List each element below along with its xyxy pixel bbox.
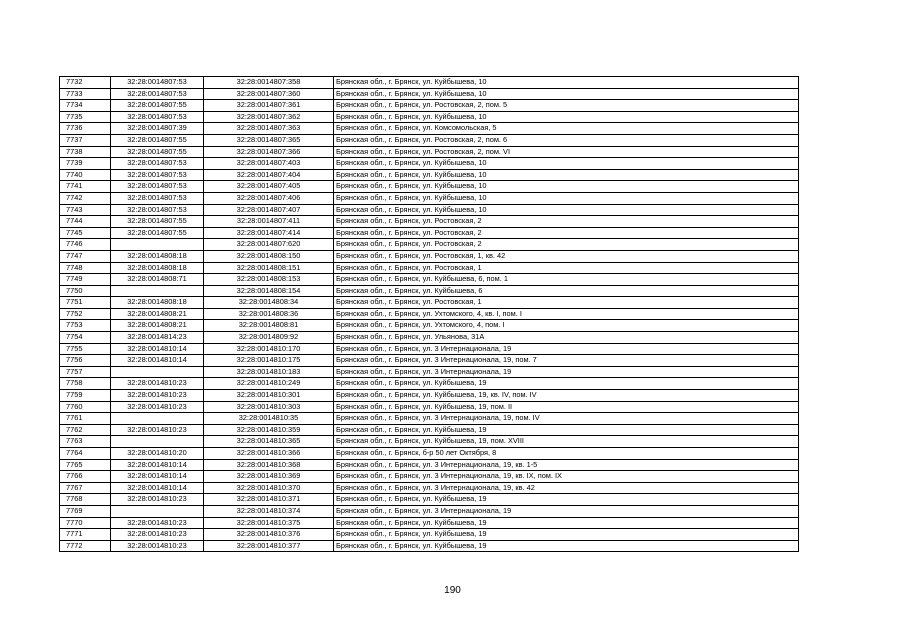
parcel-number-cell: 32:28:0014808:18 [111, 297, 204, 309]
address-cell: Брянская обл., г. Брянск, ул. 3 Интернационала, 19 [334, 505, 799, 517]
address-cell: Брянская обл., г. Брянск, ул. Куйбышева, 19 [334, 424, 799, 436]
address-cell: Брянская обл., г. Брянск, ул. Ростовская, 2, пом. 5 [334, 100, 799, 112]
address-cell: Брянская обл., г. Брянск, ул. 3 Интернационала, 19, кв. IX, пом. IX [334, 471, 799, 483]
object-number-cell: 32:28:0014810:377 [204, 540, 334, 552]
parcel-number-cell: 32:28:0014810:23 [111, 494, 204, 506]
parcel-number-cell: 32:28:0014808:71 [111, 274, 204, 286]
row-number-cell: 7750 [60, 285, 111, 297]
object-number-cell: 32:28:0014807:366 [204, 146, 334, 158]
table-row [60, 482, 799, 494]
address-cell: Брянская обл., г. Брянск, ул. Ростовская, 1 [334, 297, 799, 309]
parcel-number-cell: 32:28:0014810:23 [111, 424, 204, 436]
address-cell: Брянская обл., г. Брянск, ул. 3 Интернационала, 19, пом. 7 [334, 355, 799, 367]
table-row [60, 355, 799, 367]
row-number-cell: 7763 [60, 436, 111, 448]
address-cell: Брянская обл., г. Брянск, ул. 3 Интернационала, 19, кв. 1-5 [334, 459, 799, 471]
row-number-cell: 7766 [60, 471, 111, 483]
parcel-number-cell: 32:28:0014807:53 [111, 181, 204, 193]
row-number-cell: 7741 [60, 181, 111, 193]
parcel-number-cell: 32:28:0014810:23 [111, 401, 204, 413]
table-row [60, 285, 799, 297]
address-cell: Брянская обл., г. Брянск, ул. Куйбышева, 10 [334, 169, 799, 181]
address-cell: Брянская обл., г. Брянск, ул. Куйбышева, 19, пом. II [334, 401, 799, 413]
parcel-number-cell: 32:28:0014808:18 [111, 262, 204, 274]
object-number-cell: 32:28:0014808:151 [204, 262, 334, 274]
table-row [60, 332, 799, 344]
parcel-number-cell: 32:28:0014810:14 [111, 343, 204, 355]
row-number-cell: 7745 [60, 227, 111, 239]
row-number-cell: 7761 [60, 413, 111, 425]
object-number-cell: 32:28:0014807:360 [204, 88, 334, 100]
parcel-number-cell: 32:28:0014807:55 [111, 227, 204, 239]
address-cell: Брянская обл., г. Брянск, ул. Ростовская, 1, кв. 42 [334, 250, 799, 262]
object-number-cell: 32:28:0014808:81 [204, 320, 334, 332]
parcel-number-cell: 32:28:0014810:23 [111, 378, 204, 390]
address-cell: Брянская обл., г. Брянск, ул. Куйбышева, 19 [334, 517, 799, 529]
row-number-cell: 7742 [60, 192, 111, 204]
object-number-cell: 32:28:0014810:374 [204, 505, 334, 517]
row-number-cell: 7732 [60, 77, 111, 89]
table-row [60, 320, 799, 332]
row-number-cell: 7769 [60, 505, 111, 517]
object-number-cell: 32:28:0014810:376 [204, 529, 334, 541]
page-number: 190 [444, 585, 461, 596]
parcel-number-cell: 32:28:0014807:53 [111, 169, 204, 181]
row-number-cell: 7753 [60, 320, 111, 332]
row-number-cell: 7771 [60, 529, 111, 541]
object-number-cell: 32:28:0014810:303 [204, 401, 334, 413]
row-number-cell: 7748 [60, 262, 111, 274]
address-cell: Брянская обл., г. Брянск, ул. Куйбышева, 6, пом. 1 [334, 274, 799, 286]
address-cell: Брянская обл., г. Брянск, ул. Комсомольская, 5 [334, 123, 799, 135]
row-number-cell: 7752 [60, 308, 111, 320]
row-number-cell: 7756 [60, 355, 111, 367]
table-row [60, 448, 799, 460]
address-cell: Брянская обл., г. Брянск, ул. Куйбышева, 6 [334, 285, 799, 297]
parcel-number-cell [111, 413, 204, 425]
object-number-cell: 32:28:0014810:370 [204, 482, 334, 494]
address-cell: Брянская обл., г. Брянск, ул. 3 Интернационала, 19 [334, 366, 799, 378]
address-cell: Брянская обл., г. Брянск, ул. Куйбышева, 19, пом. XVIII [334, 436, 799, 448]
table-row [60, 401, 799, 413]
row-number-cell: 7760 [60, 401, 111, 413]
parcel-number-cell: 32:28:0014810:23 [111, 517, 204, 529]
parcel-number-cell [111, 239, 204, 251]
row-number-cell: 7744 [60, 216, 111, 228]
object-number-cell: 32:28:0014810:375 [204, 517, 334, 529]
object-number-cell: 32:28:0014807:361 [204, 100, 334, 112]
object-number-cell: 32:28:0014810:301 [204, 390, 334, 402]
table-row [60, 158, 799, 170]
object-number-cell: 32:28:0014808:153 [204, 274, 334, 286]
row-number-cell: 7739 [60, 158, 111, 170]
address-cell: Брянская обл., г. Брянск, ул. Куйбышева, 10 [334, 88, 799, 100]
address-cell: Брянская обл., г. Брянск, ул. Куйбышева, 19, кв. IV, пом. IV [334, 390, 799, 402]
table-row [60, 204, 799, 216]
row-number-cell: 7737 [60, 134, 111, 146]
row-number-cell: 7734 [60, 100, 111, 112]
object-number-cell: 32:28:0014810:183 [204, 366, 334, 378]
row-number-cell: 7758 [60, 378, 111, 390]
row-number-cell: 7764 [60, 448, 111, 460]
table-row [60, 216, 799, 228]
row-number-cell: 7757 [60, 366, 111, 378]
parcel-number-cell: 32:28:0014807:53 [111, 77, 204, 89]
row-number-cell: 7736 [60, 123, 111, 135]
table-row [60, 529, 799, 541]
table-row [60, 471, 799, 483]
parcel-number-cell: 32:28:0014810:23 [111, 540, 204, 552]
object-number-cell: 32:28:0014807:358 [204, 77, 334, 89]
address-cell: Брянская обл., г. Брянск, ул. Куйбышева, 19 [334, 529, 799, 541]
table-row [60, 192, 799, 204]
table-row [60, 297, 799, 309]
address-cell: Брянская обл., г. Брянск, ул. Куйбышева, 10 [334, 181, 799, 193]
parcel-number-cell: 32:28:0014810:23 [111, 529, 204, 541]
address-cell: Брянская обл., г. Брянск, ул. Куйбышева, 19 [334, 378, 799, 390]
parcel-number-cell: 32:28:0014810:20 [111, 448, 204, 460]
address-cell: Брянская обл., г. Брянск, ул. Куйбышева, 19 [334, 540, 799, 552]
cadastral-table-body [60, 77, 799, 552]
table-row [60, 181, 799, 193]
table-row [60, 494, 799, 506]
parcel-number-cell: 32:28:0014807:53 [111, 111, 204, 123]
object-number-cell: 32:28:0014809:92 [204, 332, 334, 344]
object-number-cell: 32:28:0014807:404 [204, 169, 334, 181]
address-cell: Брянская обл., г. Брянск, ул. Куйбышева, 10 [334, 111, 799, 123]
row-number-cell: 7755 [60, 343, 111, 355]
object-number-cell: 32:28:0014810:365 [204, 436, 334, 448]
cadastral-table [59, 76, 799, 552]
object-number-cell: 32:28:0014810:249 [204, 378, 334, 390]
object-number-cell: 32:28:0014810:35 [204, 413, 334, 425]
address-cell: Брянская обл., г. Брянск, ул. 3 Интернационала, 19, пом. IV [334, 413, 799, 425]
address-cell: Брянская обл., г. Брянск, ул. Куйбышева, 10 [334, 204, 799, 216]
table-row [60, 424, 799, 436]
object-number-cell: 32:28:0014807:362 [204, 111, 334, 123]
table-row [60, 169, 799, 181]
address-cell: Брянская обл., г. Брянск, ул. 3 Интернационала, 19 [334, 343, 799, 355]
table-row [60, 123, 799, 135]
address-cell: Брянская обл., г. Брянск, ул. Ростовская, 2 [334, 216, 799, 228]
object-number-cell: 32:28:0014808:150 [204, 250, 334, 262]
address-cell: Брянская обл., г. Брянск, ул. Куйбышева, 10 [334, 77, 799, 89]
address-cell: Брянская обл., г. Брянск, ул. Куйбышева, 19 [334, 494, 799, 506]
row-number-cell: 7751 [60, 297, 111, 309]
row-number-cell: 7738 [60, 146, 111, 158]
parcel-number-cell: 32:28:0014807:55 [111, 134, 204, 146]
address-cell: Брянская обл., г. Брянск, ул. Куйбышева, 10 [334, 192, 799, 204]
parcel-number-cell [111, 505, 204, 517]
object-number-cell: 32:28:0014807:365 [204, 134, 334, 146]
table-row [60, 227, 799, 239]
table-row [60, 146, 799, 158]
table-row [60, 413, 799, 425]
object-number-cell: 32:28:0014807:407 [204, 204, 334, 216]
object-number-cell: 32:28:0014807:406 [204, 192, 334, 204]
object-number-cell: 32:28:0014808:36 [204, 308, 334, 320]
object-number-cell: 32:28:0014808:154 [204, 285, 334, 297]
row-number-cell: 7772 [60, 540, 111, 552]
table-row [60, 262, 799, 274]
row-number-cell: 7762 [60, 424, 111, 436]
object-number-cell: 32:28:0014810:366 [204, 448, 334, 460]
parcel-number-cell: 32:28:0014807:55 [111, 146, 204, 158]
row-number-cell: 7747 [60, 250, 111, 262]
row-number-cell: 7733 [60, 88, 111, 100]
table-row [60, 517, 799, 529]
parcel-number-cell: 32:28:0014810:23 [111, 390, 204, 402]
address-cell: Брянская обл., г. Брянск, ул. Ростовская, 1 [334, 262, 799, 274]
object-number-cell: 32:28:0014807:411 [204, 216, 334, 228]
table-row [60, 378, 799, 390]
table-row [60, 250, 799, 262]
object-number-cell: 32:28:0014807:405 [204, 181, 334, 193]
object-number-cell: 32:28:0014810:368 [204, 459, 334, 471]
table-row [60, 111, 799, 123]
object-number-cell: 32:28:0014807:363 [204, 123, 334, 135]
table-row [60, 390, 799, 402]
row-number-cell: 7770 [60, 517, 111, 529]
row-number-cell: 7767 [60, 482, 111, 494]
row-number-cell: 7759 [60, 390, 111, 402]
address-cell: Брянская обл., г. Брянск, ул. 3 Интернационала, 19, кв. 42 [334, 482, 799, 494]
table-row [60, 88, 799, 100]
object-number-cell: 32:28:0014807:414 [204, 227, 334, 239]
table-row [60, 239, 799, 251]
row-number-cell: 7746 [60, 239, 111, 251]
address-cell: Брянская обл., г. Брянск, ул. Ульянова, 31А [334, 332, 799, 344]
table-row [60, 366, 799, 378]
parcel-number-cell: 32:28:0014807:55 [111, 216, 204, 228]
address-cell: Брянская обл., г. Брянск, б-р 50 лет Октября, 8 [334, 448, 799, 460]
object-number-cell: 32:28:0014810:359 [204, 424, 334, 436]
parcel-number-cell: 32:28:0014807:53 [111, 192, 204, 204]
row-number-cell: 7765 [60, 459, 111, 471]
parcel-number-cell: 32:28:0014808:21 [111, 320, 204, 332]
parcel-number-cell [111, 366, 204, 378]
address-cell: Брянская обл., г. Брянск, ул. Ростовская, 2 [334, 239, 799, 251]
parcel-number-cell [111, 285, 204, 297]
address-cell: Брянская обл., г. Брянск, ул. Куйбышева, 10 [334, 158, 799, 170]
parcel-number-cell: 32:28:0014810:14 [111, 355, 204, 367]
row-number-cell: 7749 [60, 274, 111, 286]
table-row [60, 100, 799, 112]
object-number-cell: 32:28:0014810:371 [204, 494, 334, 506]
parcel-number-cell: 32:28:0014807:53 [111, 158, 204, 170]
parcel-number-cell [111, 436, 204, 448]
row-number-cell: 7743 [60, 204, 111, 216]
table-row [60, 308, 799, 320]
table-row [60, 505, 799, 517]
parcel-number-cell: 32:28:0014807:55 [111, 100, 204, 112]
address-cell: Брянская обл., г. Брянск, ул. Ухтомского, 4, пом. I [334, 320, 799, 332]
parcel-number-cell: 32:28:0014807:39 [111, 123, 204, 135]
table-row [60, 459, 799, 471]
row-number-cell: 7740 [60, 169, 111, 181]
object-number-cell: 32:28:0014810:170 [204, 343, 334, 355]
row-number-cell: 7754 [60, 332, 111, 344]
object-number-cell: 32:28:0014807:403 [204, 158, 334, 170]
address-cell: Брянская обл., г. Брянск, ул. Ухтомского, 4, кв. I, пом. I [334, 308, 799, 320]
parcel-number-cell: 32:28:0014810:14 [111, 471, 204, 483]
table-row [60, 343, 799, 355]
parcel-number-cell: 32:28:0014814:23 [111, 332, 204, 344]
address-cell: Брянская обл., г. Брянск, ул. Ростовская, 2, пом. 6 [334, 134, 799, 146]
object-number-cell: 32:28:0014808:34 [204, 297, 334, 309]
parcel-number-cell: 32:28:0014810:14 [111, 482, 204, 494]
object-number-cell: 32:28:0014807:620 [204, 239, 334, 251]
parcel-number-cell: 32:28:0014807:53 [111, 204, 204, 216]
table-row [60, 436, 799, 448]
table-row [60, 77, 799, 89]
row-number-cell: 7735 [60, 111, 111, 123]
address-cell: Брянская обл., г. Брянск, ул. Ростовская, 2, пом. VI [334, 146, 799, 158]
address-cell: Брянская обл., г. Брянск, ул. Ростовская, 2 [334, 227, 799, 239]
parcel-number-cell: 32:28:0014807:53 [111, 88, 204, 100]
row-number-cell: 7768 [60, 494, 111, 506]
table-row [60, 274, 799, 286]
parcel-number-cell: 32:28:0014810:14 [111, 459, 204, 471]
table-row [60, 540, 799, 552]
object-number-cell: 32:28:0014810:175 [204, 355, 334, 367]
parcel-number-cell: 32:28:0014808:18 [111, 250, 204, 262]
parcel-number-cell: 32:28:0014808:21 [111, 308, 204, 320]
table-row [60, 134, 799, 146]
object-number-cell: 32:28:0014810:369 [204, 471, 334, 483]
